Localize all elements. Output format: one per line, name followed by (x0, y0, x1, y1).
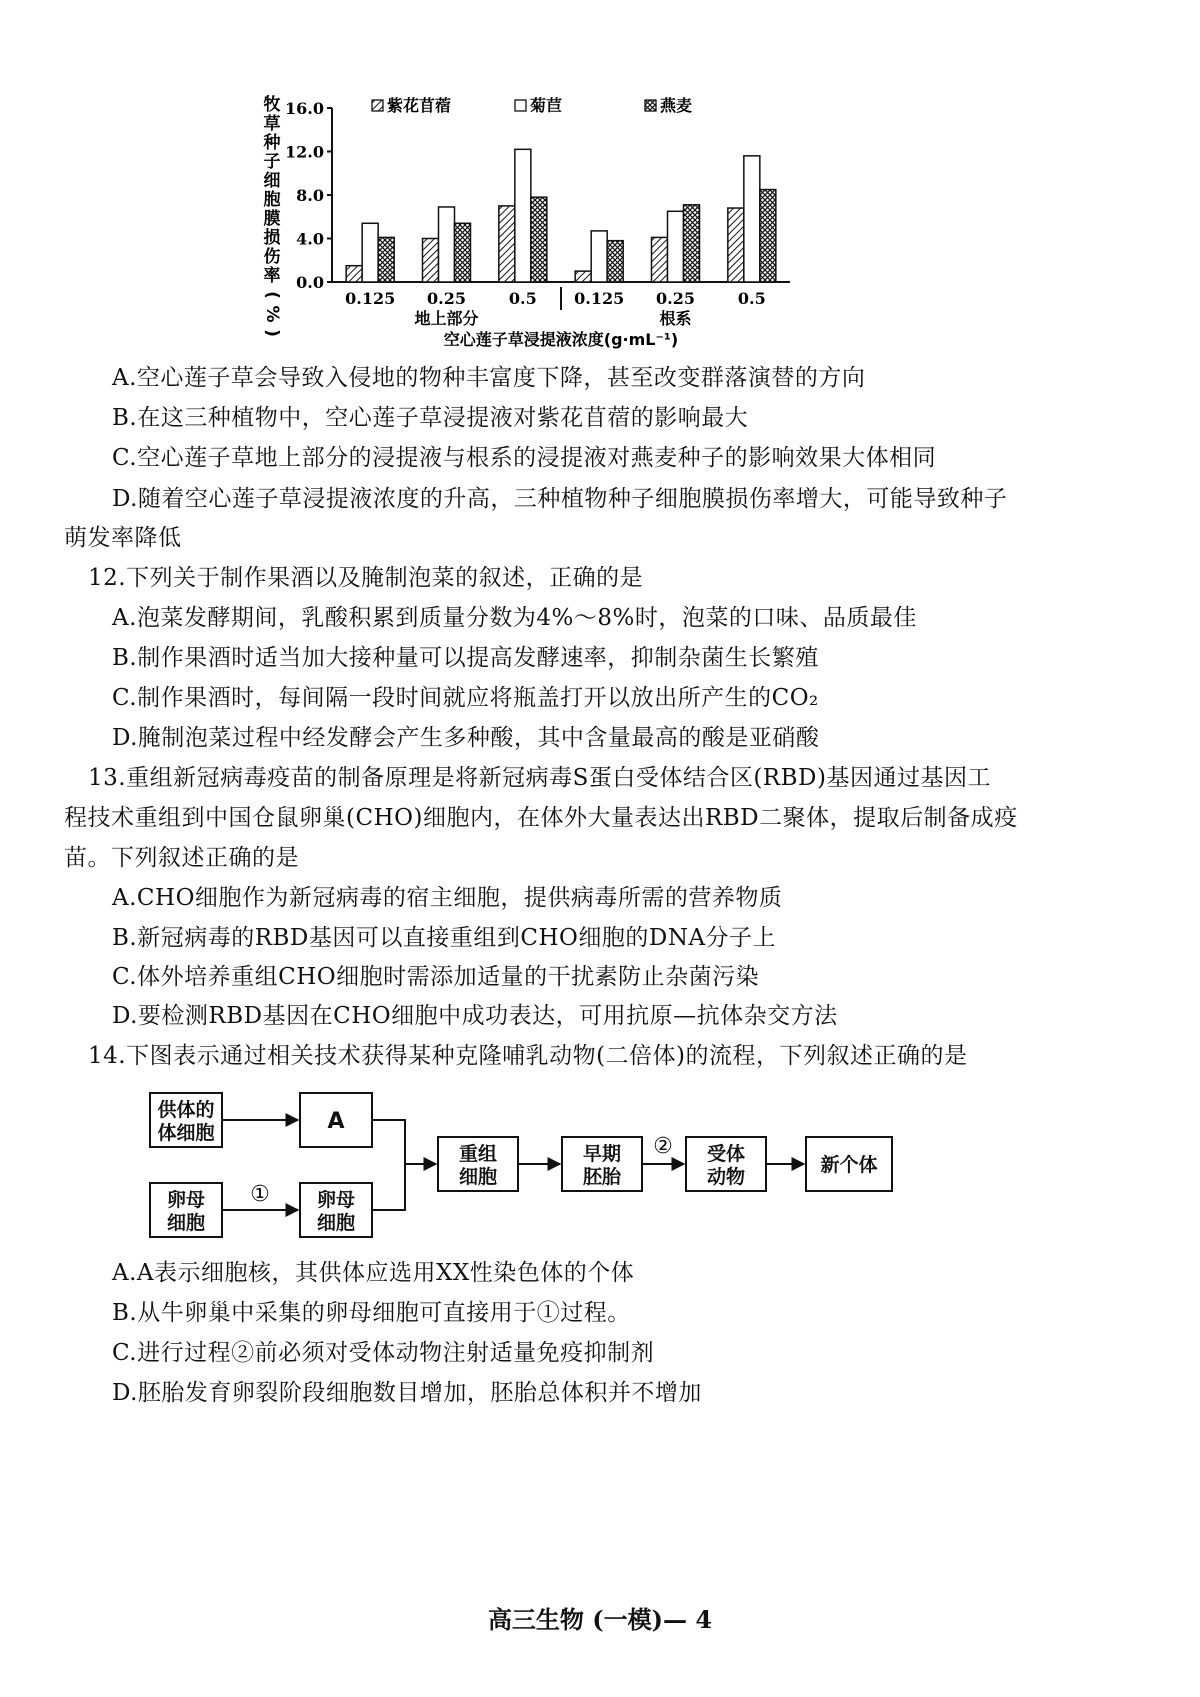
q13-stem-2: 程技术重组到中国仓鼠卵巢(CHO)细胞内，在体外大量表达出RBD二聚体，提取后制备成疫 (64, 805, 1018, 831)
step-1-label: ① (250, 1182, 270, 1207)
new-individual-label: 新个体 (820, 1154, 878, 1176)
bar (668, 211, 684, 282)
y-axis-label-char: 膜 (263, 209, 281, 229)
q13-option-b: B.新冠病毒的RBD基因可以直接重组到CHO细胞的DNA分子上 (112, 925, 777, 951)
y-axis-label-char: 率 (263, 266, 281, 286)
group-label: 根系 (659, 309, 692, 328)
y-tick-label: 16.0 (285, 99, 324, 118)
y-axis-label-char: ( (262, 291, 282, 299)
y-axis-label-char: 草 (263, 114, 281, 134)
x-tick-label: 0.25 (656, 289, 695, 308)
donor-label-2: 体细胞 (157, 1122, 215, 1144)
q12-stem: 12.下列关于制作果酒以及腌制泡菜的叙述，正确的是 (88, 565, 644, 591)
bar (499, 206, 515, 282)
y-axis-label-char: 种 (263, 133, 281, 153)
bar (652, 237, 668, 282)
cloning-flow-diagram (130, 1085, 910, 1245)
bar-chart (250, 90, 810, 360)
x-tick-label: 0.125 (345, 289, 396, 308)
oocyte2-label-2: 细胞 (316, 1212, 356, 1234)
y-axis-label-char: 细 (263, 171, 281, 191)
group-label: 地上部分 (414, 309, 479, 328)
y-axis-label-char: % (262, 305, 282, 323)
q13-stem-1: 13.重组新冠病毒疫苗的制备原理是将新冠病毒S蛋白受体结合区(RBD)基因通过基因工 (88, 765, 991, 791)
y-axis-label-char: 伤 (263, 247, 281, 267)
q14-stem: 14.下图表示通过相关技术获得某种克隆哺乳动物(二倍体)的流程，下列叙述正确的是 (88, 1043, 968, 1069)
y-tick-label: 8.0 (296, 186, 324, 205)
q12-option-b: B.制作果酒时适当加大接种量可以提高发酵速率，抑制杂菌生长繁殖 (112, 645, 819, 671)
donor-label-1: 供体的 (157, 1099, 215, 1121)
oocyte2-label-1: 卵母 (316, 1189, 356, 1211)
legend-label: 燕麦 (660, 96, 693, 115)
bar (455, 223, 471, 282)
bar (515, 149, 531, 282)
y-tick-label: 0.0 (296, 273, 324, 292)
a-label: A (327, 1109, 345, 1134)
recomb-label-1: 重组 (458, 1143, 498, 1165)
bar (439, 207, 455, 282)
q12-option-d: D.腌制泡菜过程中经发酵会产生多种酸，其中含量最高的酸是亚硝酸 (112, 725, 820, 751)
oocyte-label-2: 细胞 (166, 1212, 206, 1234)
legend-swatch (372, 100, 383, 111)
step-2-label: ② (653, 1134, 673, 1159)
q11-option-a: A.空心莲子草会导致入侵地的物种丰富度下降，甚至改变群落演替的方向 (112, 365, 866, 391)
q14-option-d: D.胚胎发育卵裂阶段细胞数目增加，胚胎总体积并不增加 (112, 1380, 702, 1406)
recipient-label-2: 动物 (706, 1166, 746, 1188)
q12-option-a: A.泡菜发酵期间，乳酸积累到质量分数为4%～8%时，泡菜的口味、品质最佳 (112, 605, 917, 631)
y-axis-label-char: 子 (263, 152, 281, 172)
q13-option-c: C.体外培养重组CHO细胞时需添加适量的干扰素防止杂菌污染 (112, 964, 760, 990)
q11-option-d-cont: 萌发率降低 (64, 525, 182, 551)
legend-swatch (645, 100, 656, 111)
bar (728, 208, 744, 282)
bar (591, 231, 607, 282)
x-tick-label: 0.5 (508, 289, 537, 308)
bar (607, 241, 623, 282)
q14-option-c: C.进行过程②前必须对受体动物注射适量免疫抑制剂 (112, 1340, 655, 1366)
q11-option-b: B.在这三种植物中，空心莲子草浸提液对紫花苜蓿的影响最大 (112, 405, 749, 431)
q11-option-c: C.空心莲子草地上部分的浸提液与根系的浸提液对燕麦种子的影响效果大体相同 (112, 445, 937, 471)
bar (531, 197, 547, 282)
bar (744, 156, 760, 282)
legend-label: 菊苣 (530, 96, 563, 115)
page-footer: 高三生物 (一模)— 4 (487, 1605, 713, 1634)
early-label-2: 胚胎 (582, 1166, 622, 1188)
q13-option-d: D.要检测RBD基因在CHO细胞中成功表达，可用抗原—抗体杂交方法 (112, 1003, 838, 1029)
y-axis-label-char: ) (262, 329, 282, 337)
recomb-label-2: 细胞 (458, 1166, 498, 1188)
x-tick-label: 0.125 (574, 289, 625, 308)
q11-option-d: D.随着空心莲子草浸提液浓度的升高，三种植物种子细胞膜损伤率增大，可能导致种子 (112, 486, 1008, 512)
q13-stem-3: 苗。下列叙述正确的是 (64, 845, 299, 871)
oocyte-label-1: 卵母 (166, 1189, 206, 1211)
legend-label: 紫花苜蓿 (387, 96, 452, 115)
bar (760, 190, 776, 282)
y-tick-label: 4.0 (296, 229, 324, 249)
y-axis-label-char: 损 (263, 228, 281, 248)
bar (423, 239, 439, 283)
q14-option-a: A.A表示细胞核，其供体应选用XX性染色体的个体 (112, 1260, 635, 1286)
y-axis-label-char: 牧 (263, 95, 281, 115)
q12-option-c: C.制作果酒时，每间隔一段时间就应将瓶盖打开以放出所产生的CO₂ (112, 685, 819, 711)
x-axis-label: 空心莲子草浸提液浓度(g·mL⁻¹) (443, 330, 679, 349)
bar (684, 205, 700, 282)
x-tick-label: 0.5 (737, 289, 766, 308)
early-label-1: 早期 (582, 1143, 622, 1165)
recipient-label-1: 受体 (706, 1143, 746, 1165)
legend-swatch (515, 100, 526, 111)
bar (362, 223, 378, 282)
x-tick-label: 0.25 (427, 289, 466, 308)
q14-option-b: B.从牛卵巢中采集的卵母细胞可直接用于①过程。 (112, 1300, 631, 1326)
bar (378, 237, 394, 282)
q13-option-a: A.CHO细胞作为新冠病毒的宿主细胞，提供病毒所需的营养物质 (112, 885, 783, 911)
y-tick-label: 12.0 (285, 142, 324, 162)
bar (575, 271, 591, 282)
bar (346, 266, 362, 282)
y-axis-label-char: 胞 (263, 190, 281, 210)
